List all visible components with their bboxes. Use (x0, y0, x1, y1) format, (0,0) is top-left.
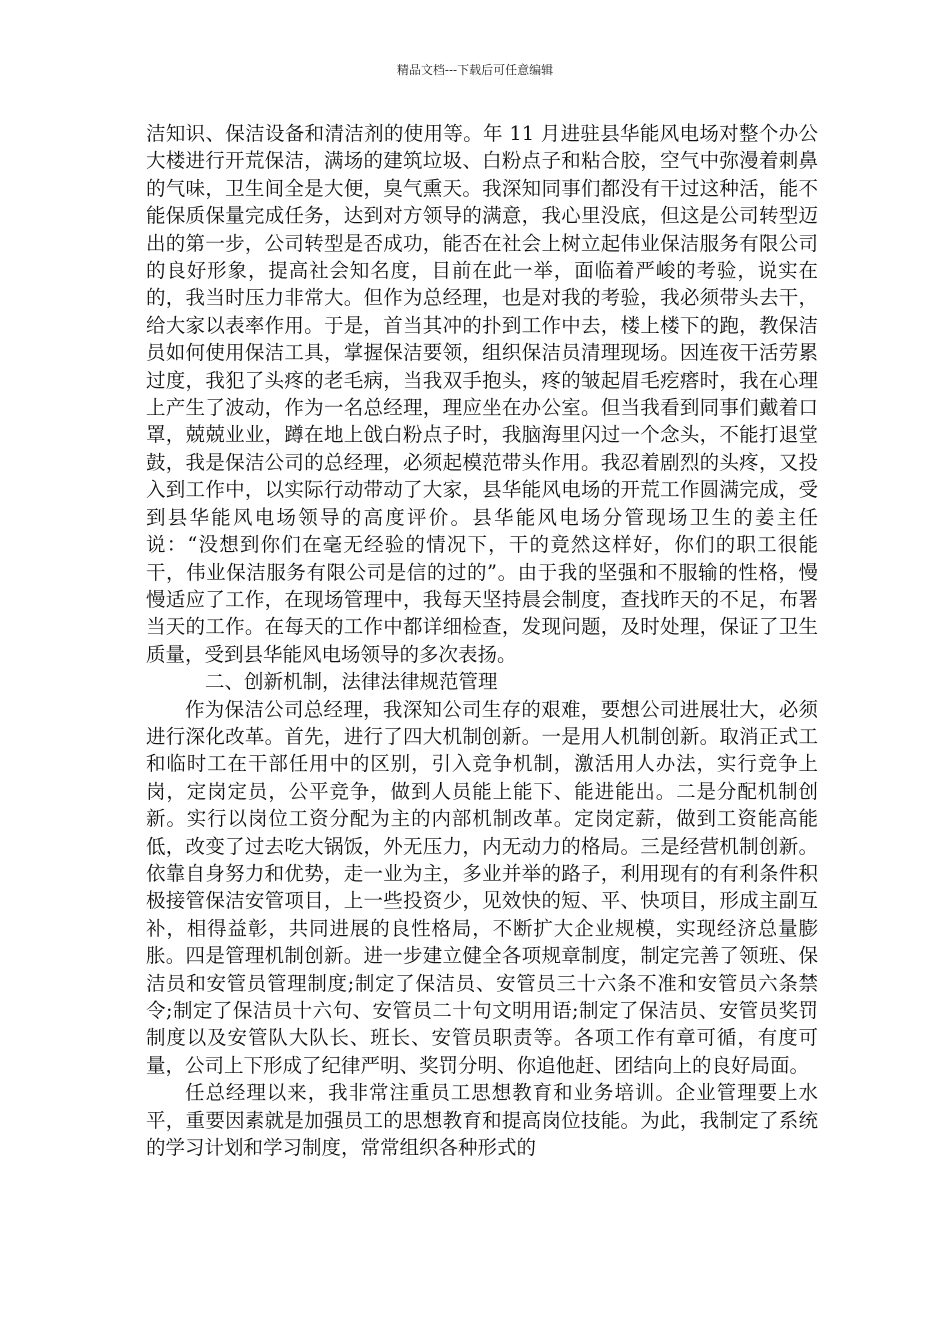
paragraph-3: 任总经理以来，我非常注重员工思想教育和业务培训。企业管理要上水平，重要因素就是加强员工的思想教育和提高岗位技能。为此，我制定了系统的学习计划和学习制度，常常组织各种形式的 (146, 1081, 818, 1160)
document-body (146, 120, 818, 1161)
paragraph-2: 作为保洁公司总经理，我深知公司生存的艰难，要想公司进展壮大，必须进行深化改革。首先，进行了四大机制创新。一是用人机制创新。取消正式工和临时工在干部任用中的区别，引入竞争机制，激活用人办法，实行竞争上岗，定岗定员，公平竞争，做到人员能上能下、能进能出。二是分配机制创新。实行以岗位工资分配为主的内部机制改革。定岗定薪，做到工资能高能低，改变了过去吃大锅饭，外无压力，内无动力的格局。三是经营机制创新。依靠自身努力和优势，走一业为主，多业并举的路子，利用现有的有利条件积极接管保洁安管项目，上一些投资少，见效快的短、平、快项目，形成主副互补，相得益彰，共同进展的良性格局，不断扩大企业规模，实现经济总量膨胀。四是管理机制创新。进一步建立健全各项规章制度，制定完善了领班、保洁员和安管员管理制度;制定了保洁员、安管员三十六条不准和安管员六条禁令;制定了保洁员十六句、安管员二十句文明用语;制定了保洁员、安管员奖罚制度以及安管队大队长、班长、安管员职责等。各项工作有章可循，有度可量，公司上下形成了纪律严明、奖罚分明、你追他赶、团结向上的良好局面。 (146, 697, 818, 1077)
paragraph-1: 洁知识、保洁设备和清洁剂的使用等。年 11 月进驻县华能风电场对整个办公大楼进行开荒保洁，满场的建筑垃圾、白粉点子和粘合胶，空气中弥漫着刺鼻的气味，卫生间全是大便，臭气熏天。我深知同事们都没有干过这种活，能不能保质保量完成任务，达到对方领导的满意，我心里没底，但这是公司转型迈出的第一步，公司转型是否成功，能否在社会上树立起伟业保洁服务有限公司的良好形象，提高社会知名度，目前在此一举，面临着严峻的考验，说实在的，我当时压力非常大。但作为总经理，也是对我的考验，我必须带头去干，给大家以表率作用。于是，首当其冲的扑到工作中去，楼上楼下的跑，教保洁员如何使用保洁工具，掌握保洁要领，组织保洁员清理现场。因连夜干活劳累过度，我犯了头疼的老毛病，当我双手抱头，疼的皱起眉毛疙瘩时，我在心理上产生了波动，作为一名总经理，理应坐在办公室。但当我看到同事们戴着口罩，兢兢业业，蹲在地上戗白粉点子时，我脑海里闪过一个念头，不能打退堂鼓，我是保洁公司的总经理，必须起模范带头作用。我忍着剧烈的头疼，又投入到工作中，以实际行动带动了大家，县华能风电场的开荒工作圆满完成，受到县华能风电场领导的高度评价。县华能风电场分管现场卫生的姜主任说：“没想到你们在毫无经验的情况下，干的竟然这样好，你们的职工很能干，伟业保洁服务有限公司是信的过的”。由于我的坚强和不服输的性格，慢慢适应了工作，在现场管理中，我每天坚持晨会制度，查找昨天的不足，布署当天的工作。在每天的工作中都详细检查，发现问题，及时处理，保证了卫生质量，受到县华能风电场领导的多次表扬。 (146, 122, 818, 666)
page-header: 精品文档---下载后可任意编辑 (396, 63, 554, 77)
section-heading-2: 二、创新机制，法律法律规范管理 (205, 670, 498, 694)
